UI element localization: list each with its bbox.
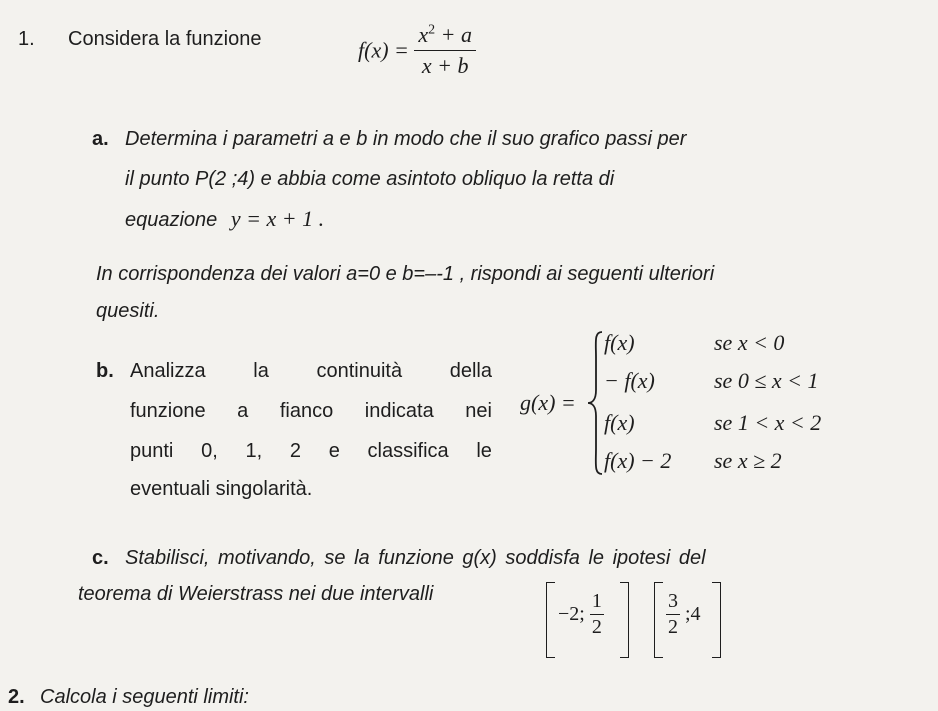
function-denominator: x + b <box>421 53 469 78</box>
interval-1-left: −2; <box>558 603 585 625</box>
exercise-1-intro: Considera la funzione <box>68 28 262 50</box>
interval-1-fraction: $\frac{1}{2}$ <box>591 590 602 638</box>
function-lhs: f(x) = <box>358 37 409 63</box>
interval-2-left-bracket <box>654 582 663 658</box>
interval-2-fraction: $\frac{3}{2}$ <box>668 590 678 638</box>
function-fraction <box>414 22 476 79</box>
part-b-line-4: eventuali singolarità. <box>130 478 313 500</box>
part-a-line-2: il punto P(2 ;4) e abbia come asintoto obliquo la retta di <box>125 168 615 190</box>
values-note-line-1: In corrispondenza dei valori a=0 e b=–-1 , rispondi ai seguenti ulteriori <box>96 263 715 285</box>
interval-1 <box>558 590 604 639</box>
part-a-line-3: equazione y = x + 1 . <box>125 206 325 231</box>
part-b-letter: b. <box>96 360 114 382</box>
part-a-line-1: Determina i parametri a e b in modo che il suo grafico passi per <box>125 128 687 150</box>
asymptote-equation: y = x + 1 . <box>230 206 325 231</box>
part-a-letter: a. <box>92 128 109 150</box>
exercise-2-number: 2. <box>8 686 25 708</box>
interval-2-right: ;4 <box>685 603 701 625</box>
part-b-line-3: punti 0, 1, 2 e classifica le <box>130 440 492 462</box>
piecewise-brace <box>586 328 606 478</box>
interval-1-right-bracket <box>620 582 629 658</box>
exercise-1-number: 1. <box>18 28 35 50</box>
function-numerator: $x^2 + a$ <box>414 22 476 51</box>
part-b-line-1: Analizza la continuità della <box>130 360 492 382</box>
part-c-line-2: teorema di Weierstrass nei due intervalli <box>78 583 434 605</box>
exercise-2-text: Calcola i seguenti limiti: <box>40 686 249 708</box>
values-note-line-2: quesiti. <box>96 300 160 322</box>
interval-2 <box>666 590 701 639</box>
g-lhs: g(x) = <box>520 390 576 415</box>
interval-1-left-bracket <box>546 582 555 658</box>
part-c-letter: c. <box>92 547 109 569</box>
interval-2-right-bracket <box>712 582 721 658</box>
part-c-line-1: Stabilisci, motivando, se la funzione g(x) soddisfa le ipotesi del <box>125 547 706 569</box>
function-definition <box>358 22 476 79</box>
part-b-line-2: funzione a fianco indicata nei <box>130 400 492 422</box>
piecewise-cases: f(x) se x < 0 − f(x) se 0 ≤ x < 1 f(x) se 1 < x < 2 f(x) − 2 se x ≥ 2 <box>604 330 822 473</box>
